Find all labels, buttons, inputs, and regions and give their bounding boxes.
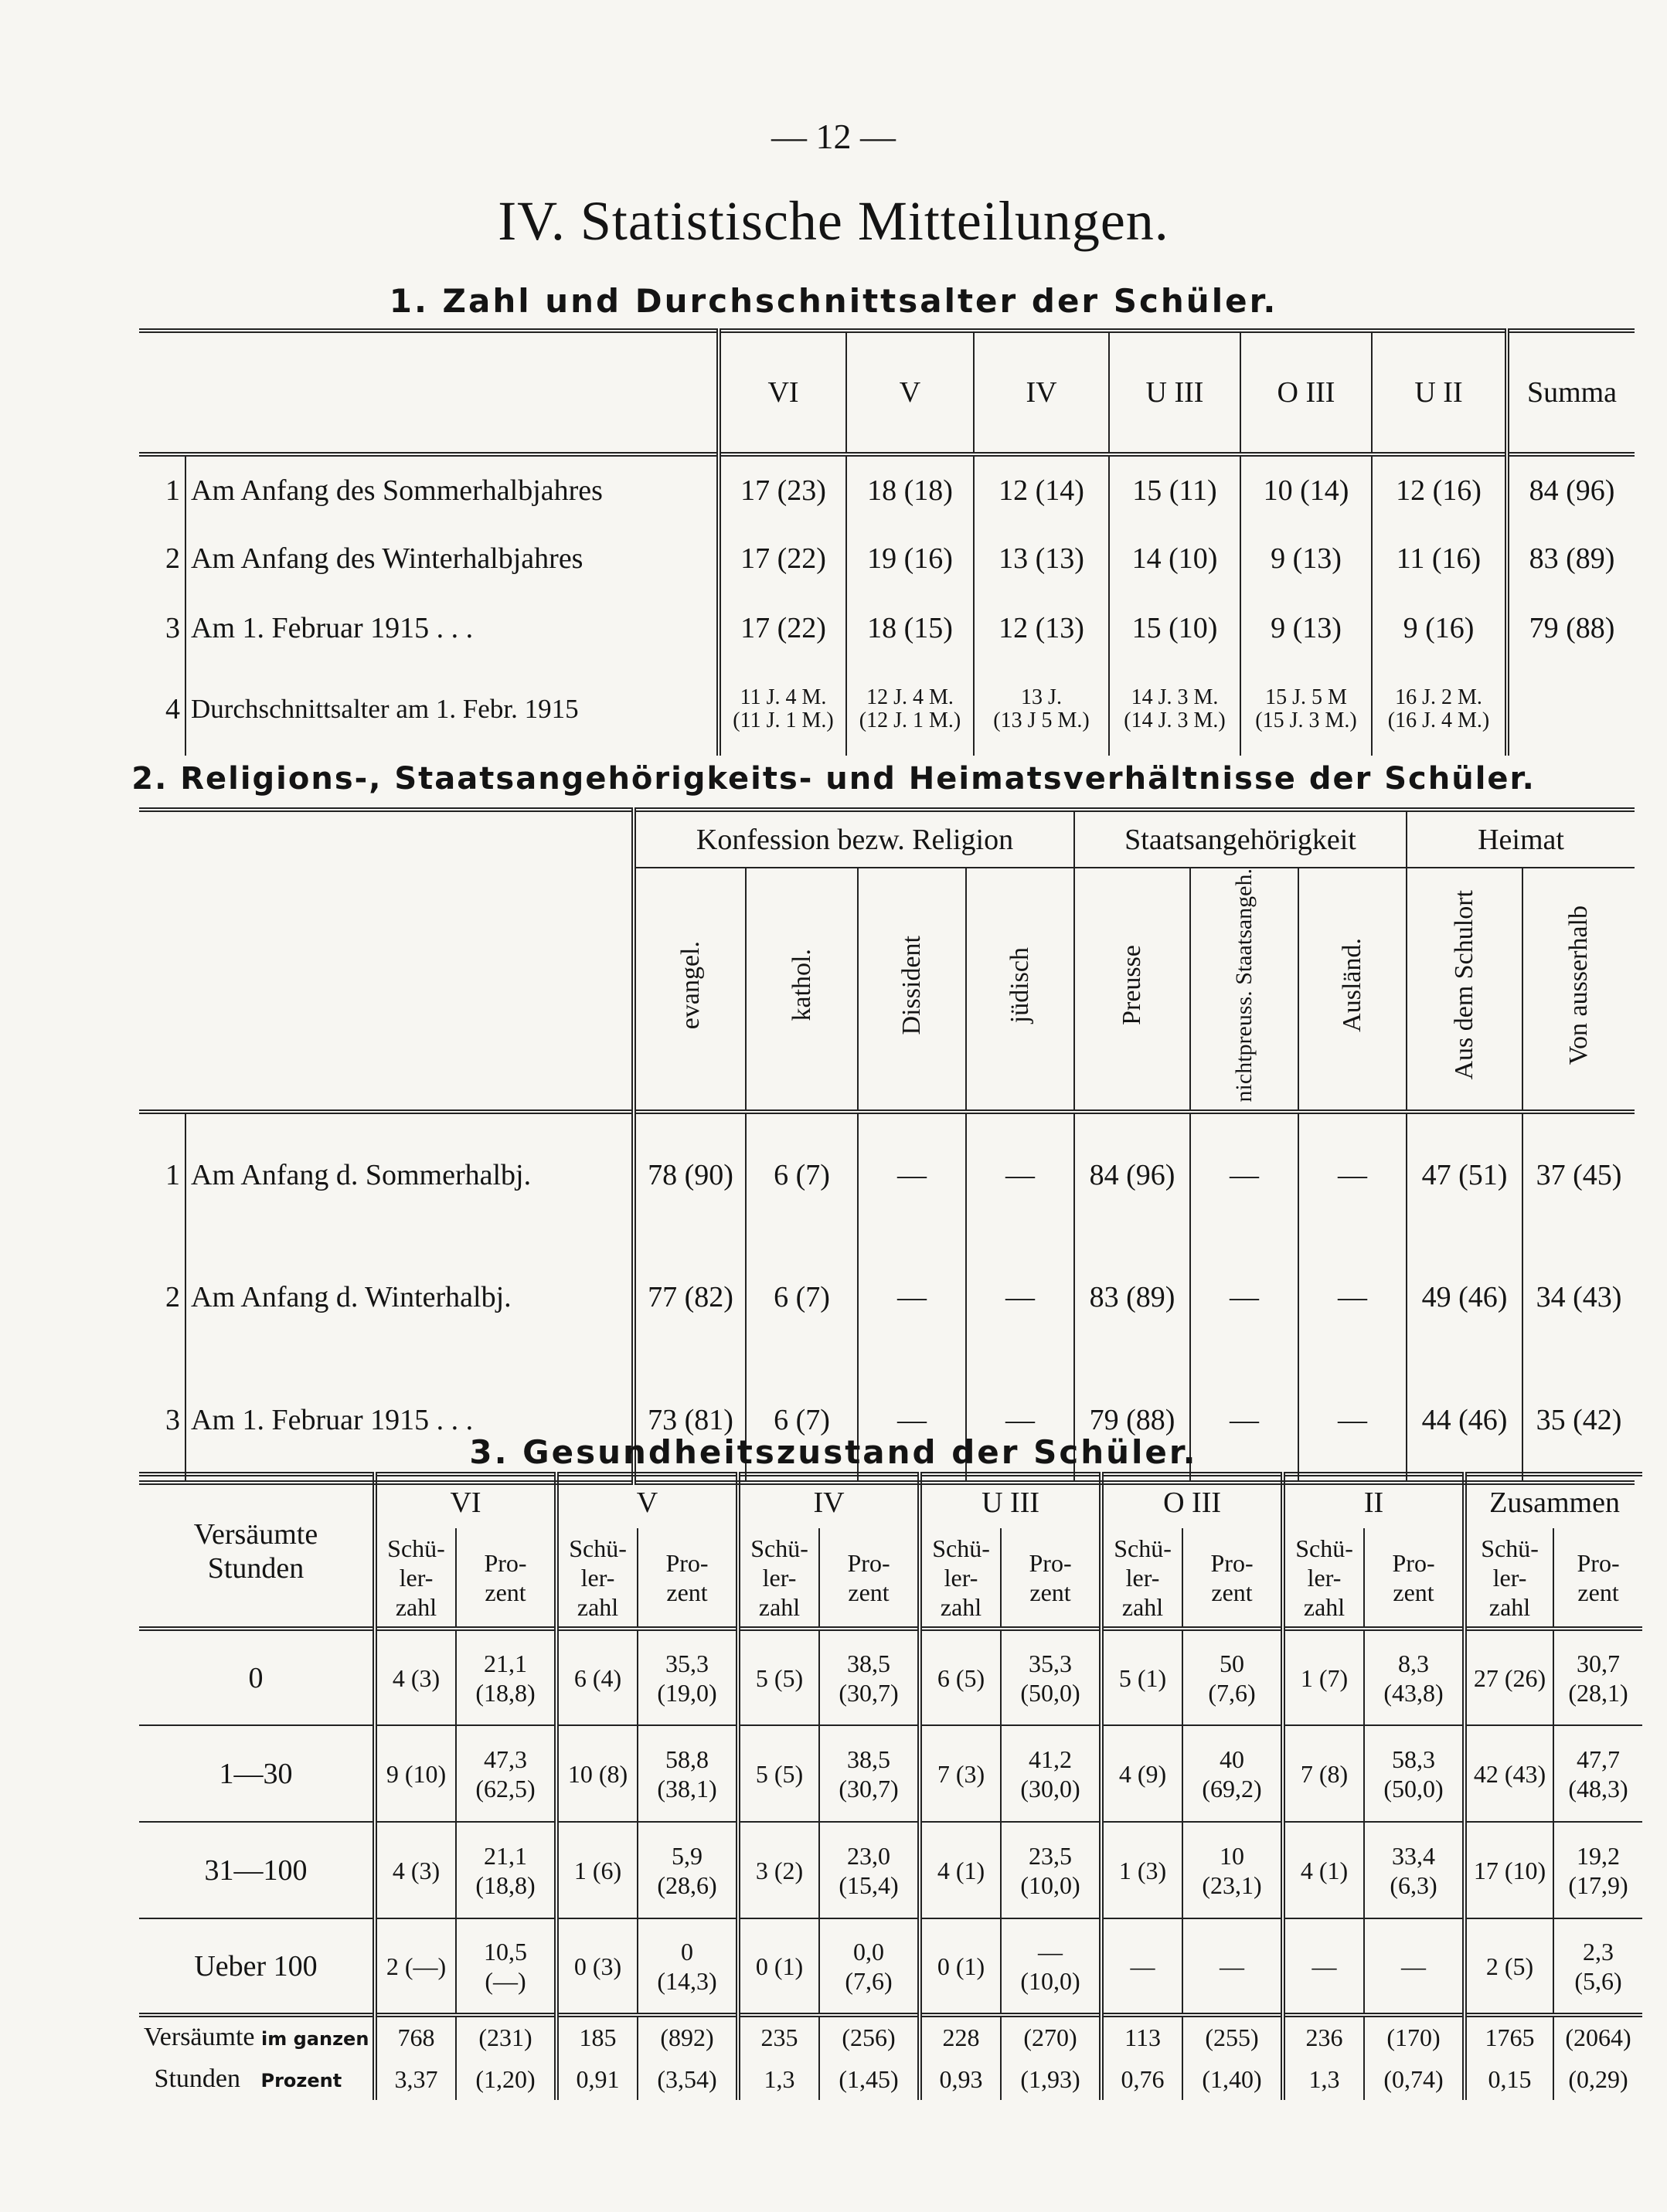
table-row: 1 Am Anfang des Sommerhalbjahres 17 (23) 18 (18) 12 (14) 15 (11) 10 (14) 12 (16) 84 (96) bbox=[139, 454, 1635, 524]
group-header: Konfession bezw. Religion bbox=[634, 810, 1074, 868]
table-religion-nationality: Konfession bezw. Religion Staatsangehörigkeit Heimat evangel. kathol. Dissident jüdisch Preusse nichtpreuss. Staatsangeh. Ausländ. Aus dem Schulort Von ausserhalb 1 Am Anfang d. Sommerhalbj. 78 (90) 6 (7) — — 84 (96) — — 47 (51) 37 (45) 2 Am Anfang d. Winterhalbj. 77 (82) 6 (7) — — 83 (89) — — 49 (46) 34 (43) 3 Am 1. Februar 1915 . . . 73 (81) 6 (7) — — 79 (88) — — 44 (46) 35 (42) bbox=[139, 807, 1635, 1485]
percent-cell: 21,1 (18,8) bbox=[456, 1822, 556, 1918]
percent-cell: 41,2 (30,0) bbox=[1001, 1725, 1101, 1822]
pupil-count: 6 (5) bbox=[920, 1629, 1001, 1725]
percent-cell: 23,0 (15,4) bbox=[819, 1822, 920, 1918]
pupil-count: 6 (4) bbox=[556, 1629, 638, 1725]
table-row bbox=[139, 1629, 1642, 1725]
percent-cell: 35,3 (19,0) bbox=[638, 1629, 738, 1725]
section-2-title: 2. Religions-, Staatsangehörigkeits- und Heimatsverhältnisse der Schüler. bbox=[131, 761, 1536, 797]
pupil-count: 5 (5) bbox=[738, 1629, 819, 1725]
header-cell: V bbox=[846, 331, 974, 454]
pupil-count: 0 (3) bbox=[556, 1918, 638, 2015]
pupil-count: 1 (7) bbox=[1283, 1629, 1364, 1725]
percent-cell: 10 (23,1) bbox=[1182, 1822, 1283, 1918]
percent-cell: 5,9 (28,6) bbox=[638, 1822, 738, 1918]
percent-cell: 40 (69,2) bbox=[1182, 1725, 1283, 1822]
totals-row: Stunden Prozent 3,37 (1,20) 0,91 (3,54) 1,3 (1,45) 0,93 (1,93) 0,76 (1,40) 1,3 (0,74) 0,15 (0,29) bbox=[139, 2057, 1642, 2100]
section-3-title: 3. Gesundheitszustand der Schüler. bbox=[469, 1433, 1198, 1471]
percent-cell: 8,3 (43,8) bbox=[1364, 1629, 1465, 1725]
percent-cell: 23,5 (10,0) bbox=[1001, 1822, 1101, 1918]
row-label: Ueber 100 bbox=[194, 1949, 318, 1983]
page-number: — 12 — bbox=[771, 117, 896, 156]
section-1-title: 1. Zahl und Durchschnittsalter der Schüler. bbox=[389, 282, 1278, 320]
percent-cell: 38,5 (30,7) bbox=[819, 1725, 920, 1822]
pupil-count: 10 (8) bbox=[556, 1725, 638, 1822]
pupil-count: 4 (1) bbox=[1283, 1822, 1364, 1918]
pupil-count: 4 (1) bbox=[920, 1822, 1001, 1918]
pupil-count: 17 (10) bbox=[1465, 1822, 1553, 1918]
percent-cell: 35,3 (50,0) bbox=[1001, 1629, 1101, 1725]
header-cell: U II bbox=[1372, 331, 1507, 454]
class-header: IV bbox=[738, 1474, 920, 1528]
percent-cell: 58,8 (38,1) bbox=[638, 1725, 738, 1822]
table-class-counts bbox=[139, 328, 1635, 756]
row-label: 31—100 bbox=[204, 1854, 308, 1887]
percent-cell: 2,3 (5,6) bbox=[1553, 1918, 1642, 2015]
percent-cell: 0,0 (7,6) bbox=[819, 1918, 920, 2015]
pupil-count: — bbox=[1283, 1918, 1364, 2015]
class-header: O III bbox=[1101, 1474, 1283, 1528]
pupil-count: 27 (26) bbox=[1465, 1629, 1553, 1725]
table-row: 3 Am 1. Februar 1915 . . . 17 (22) 18 (15) 12 (13) 15 (10) 9 (13) 9 (16) 79 (88) bbox=[139, 593, 1635, 663]
percent-cell: — bbox=[1364, 1918, 1465, 2015]
percent-cell: — (10,0) bbox=[1001, 1918, 1101, 2015]
table-row: 2 Am Anfang d. Winterhalbj. 77 (82) 6 (7) — — 83 (89) — — 49 (46) 34 (43) bbox=[139, 1235, 1635, 1359]
pupil-count: 0 (1) bbox=[738, 1918, 819, 2015]
header-cell: VI bbox=[719, 331, 846, 454]
class-header: II bbox=[1283, 1474, 1465, 1528]
table-health: Versäumte Stunden VI V IV U III O III II Zusammen Schü- ler- zahl Pro- zent Schü- ler- zahl Pro- zent Schü- ler- zahl Pro- zent Schü- ler- zahl Pro- zent Schü- ler- zahl Pro- zent Schü- ler- zahl Pro- zent Schü- ler- zahl Pro- zent 0 4 (3) 21,1 (18,8) 6 (4) 35,3 (19,0) 5 (5) 38,5 (30,7) 6 (5) 35,3 (50,0) 5 (1) 50 (7,6) 1 (7) 8,3 (43,8) 27 (26) 30,7 (28,1) 1—30 9 (10) 47,3 (62,5) 10 (8) 58,8 (38,1) 5 (5) 38,5 (30,7) 7 (3) 41,2 (30,0) 4 (9) 40 (69,2) 7 (8) 58,3 (50,0) 42 (43) 47,7 (48,3) 31—100 4 (3) 21,1 (18,8) 1 (6) 5,9 (28,6) 3 (2) 23,0 (15,4) 4 (1) 23,5 (10,0) 1 (3) 10 (23,1) 4 (1) 33,4 (6,3) 17 (10) 19,2 (17,9) Ueber 100 2 (—) 10,5 (—) 0 (3) 0 (14,3) 0 (1) 0,0 (7,6) 0 (1) — (10,0) — — — — 2 (5) 2,3 (5,6) Versäumte im ganzen 768 (231) 185 (892) 235 (256) 228 (270) 113 (255) 236 (170) 1765 (2064) Stunden Prozent 3,37 (1,20) 0,91 (3,54) 1,3 (1,45) 0,93 (1,93) 0,76 (1,40) 1,3 (0,74) 0,15 (0,29) bbox=[139, 1472, 1642, 2100]
pupil-count: 4 (9) bbox=[1101, 1725, 1182, 1822]
totals-row: Versäumte im ganzen 768 (231) 185 (892) 235 (256) 228 (270) 113 (255) 236 (170) 1765 (2064) bbox=[139, 2015, 1642, 2057]
table-row bbox=[139, 1918, 1642, 2015]
pupil-count: 9 (10) bbox=[375, 1725, 456, 1822]
header-cell: O III bbox=[1240, 331, 1372, 454]
percent-cell: 33,4 (6,3) bbox=[1364, 1822, 1465, 1918]
percent-cell: 47,7 (48,3) bbox=[1553, 1725, 1642, 1822]
pupil-count: 4 (3) bbox=[375, 1822, 456, 1918]
group-header: Heimat bbox=[1407, 810, 1635, 868]
pupil-count: 5 (5) bbox=[738, 1725, 819, 1822]
pupil-count: 3 (2) bbox=[738, 1822, 819, 1918]
table-row: 3 Am 1. Februar 1915 . . . 73 (81) 6 (7) — — 79 (88) — — 44 (46) 35 (42) bbox=[139, 1359, 1635, 1483]
class-header: U III bbox=[920, 1474, 1101, 1528]
table-row: 1 Am Anfang d. Sommerhalbj. 78 (90) 6 (7) — — 84 (96) — — 47 (51) 37 (45) bbox=[139, 1112, 1635, 1235]
percent-cell: 0 (14,3) bbox=[638, 1918, 738, 2015]
percent-cell: 58,3 (50,0) bbox=[1364, 1725, 1465, 1822]
header-cell: U III bbox=[1109, 331, 1240, 454]
class-header: Zusammen bbox=[1465, 1474, 1642, 1528]
percent-cell: 21,1 (18,8) bbox=[456, 1629, 556, 1725]
percent-cell: 38,5 (30,7) bbox=[819, 1629, 920, 1725]
table-row: 2 Am Anfang des Winterhalbjahres 17 (22) 19 (16) 13 (13) 14 (10) 9 (13) 11 (16) 83 (89) bbox=[139, 524, 1635, 593]
pupil-count: 0 (1) bbox=[920, 1918, 1001, 2015]
table-row: 4 Durchschnittsalter am 1. Febr. 1915 11 J. 4 M. (11 J. 1 M.) 12 J. 4 M. (12 J. 1 M.) 13 J. (13 J 5 M.) 14 J. 3 M. (14 J. 3 M.) 15 J. 5 M (15 J. 3 M.) 16 J. 2 M. (16 J. 4 M.) bbox=[139, 663, 1635, 756]
percent-cell: 30,7 (28,1) bbox=[1553, 1629, 1642, 1725]
percent-cell: 50 (7,6) bbox=[1182, 1629, 1283, 1725]
pupil-count: 7 (3) bbox=[920, 1725, 1001, 1822]
pupil-count: — bbox=[1101, 1918, 1182, 2015]
pupil-count: 5 (1) bbox=[1101, 1629, 1182, 1725]
group-header: Staatsangehörigkeit bbox=[1074, 810, 1407, 868]
pupil-count: 2 (—) bbox=[375, 1918, 456, 2015]
pupil-count: 1 (6) bbox=[556, 1822, 638, 1918]
percent-cell: 19,2 (17,9) bbox=[1553, 1822, 1642, 1918]
percent-cell: 47,3 (62,5) bbox=[456, 1725, 556, 1822]
table-row bbox=[139, 1822, 1642, 1918]
header-cell: Summa bbox=[1507, 331, 1635, 454]
pupil-count: 7 (8) bbox=[1283, 1725, 1364, 1822]
percent-cell: — bbox=[1182, 1918, 1283, 2015]
pupil-count: 4 (3) bbox=[375, 1629, 456, 1725]
header-cell: IV bbox=[974, 331, 1109, 454]
percent-cell: 10,5 (—) bbox=[456, 1918, 556, 2015]
pupil-count: 2 (5) bbox=[1465, 1918, 1553, 2015]
row-label: 1—30 bbox=[219, 1757, 293, 1790]
table-row bbox=[139, 1725, 1642, 1822]
class-header: V bbox=[556, 1474, 738, 1528]
row-label: 0 bbox=[248, 1661, 264, 1694]
pupil-count: 1 (3) bbox=[1101, 1822, 1182, 1918]
page-title: IV. Statistische Mitteilungen. bbox=[498, 190, 1169, 252]
pupil-count: 42 (43) bbox=[1465, 1725, 1553, 1822]
class-header: VI bbox=[375, 1474, 556, 1528]
corner-header: Versäumte Stunden bbox=[193, 1518, 318, 1585]
